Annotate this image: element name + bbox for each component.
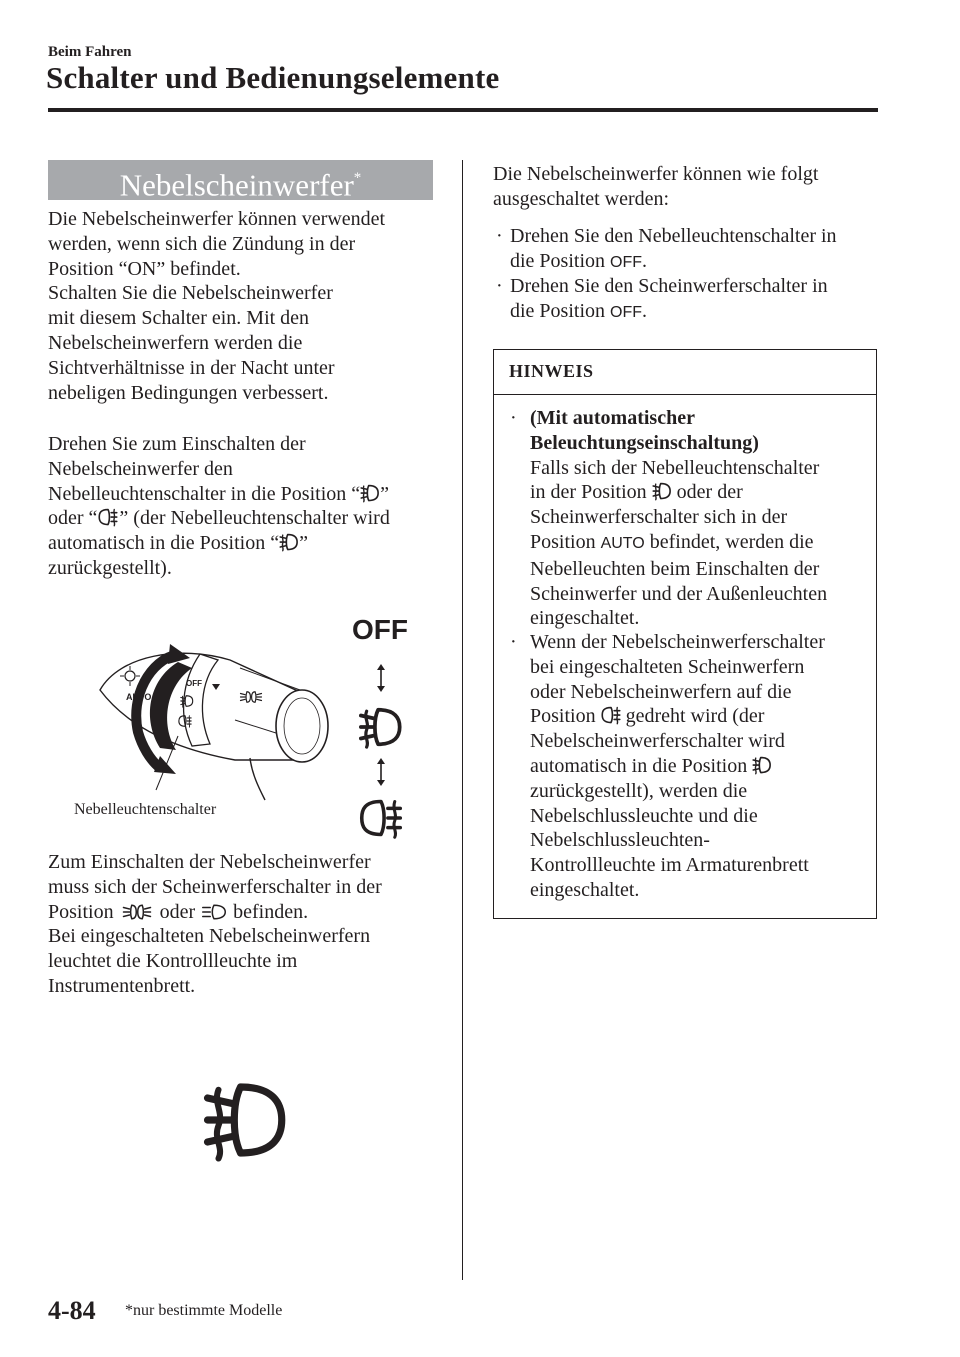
auto-position-label: AUTO: [600, 534, 645, 552]
text-line: mit diesem Schalter ein. Mit den: [48, 307, 310, 330]
rear-fog-icon: [97, 507, 119, 527]
bullet-dot: ·: [496, 275, 503, 297]
off-position-label: OFF: [610, 303, 643, 321]
text-line: die Position OFF.: [510, 299, 648, 322]
front-fog-icon: [752, 755, 772, 775]
column-divider: [462, 160, 463, 1280]
text-line: nebeligen Bedingungen verbessert.: [48, 381, 329, 404]
switch-figure: [60, 600, 440, 840]
bullet-dot: ·: [510, 407, 517, 429]
headlight-icon: [200, 903, 228, 921]
text-line: eingeschaltet.: [530, 878, 640, 901]
text-line: Beleuchtungseinschaltung): [530, 431, 759, 454]
front-fog-icon: [360, 483, 380, 503]
text-line: ausgeschaltet werden:: [493, 187, 670, 210]
text-line: Scheinwerfer und der Außenleuchten: [530, 582, 828, 605]
off-label: OFF: [352, 614, 408, 645]
text-line: Scheinwerferschalter sich in der: [530, 506, 788, 529]
banner-asterisk: *: [353, 170, 362, 186]
page-number: 4-84: [48, 1296, 96, 1325]
text-line: Nebelleuchten beim Einschalten der: [530, 557, 820, 580]
text-line: (Mit automatischer: [530, 407, 695, 429]
note-title: HINWEIS: [509, 361, 594, 381]
position-arrow-icon: [376, 758, 386, 786]
note-bullet-auto: [510, 406, 827, 631]
text-line: Nebelschlussleuchte und die: [530, 804, 758, 827]
off-position-label: OFF: [610, 253, 643, 271]
text-line: Bei eingeschalteten Nebelscheinwerfern: [48, 925, 371, 948]
text-line: oder “ ” (der Nebelleuchtenschalter wird: [48, 507, 390, 530]
text-line: automatisch in die Position “ ”: [48, 532, 308, 555]
topic-banner: [48, 160, 433, 203]
text-line: Kontrollleuchte im Armaturenbrett: [530, 854, 809, 877]
text-line: Nebelschlussleuchten-: [530, 829, 710, 852]
text-line: Zum Einschalten der Nebelscheinwerfer: [48, 851, 371, 873]
bullet-item: [496, 224, 837, 276]
text-line: Nebelscheinwerfer den: [48, 457, 233, 480]
text-line: Nebelscheinwerfern werden die: [48, 331, 303, 354]
stalk-off-label: OFF: [186, 679, 202, 688]
paragraph-usage: [48, 207, 385, 405]
bullet-item: [496, 274, 828, 326]
text-line: Position “ON” befindet.: [48, 257, 241, 280]
rear-fog-icon: [601, 705, 621, 725]
text-line: Drehen Sie zum Einschalten der: [48, 433, 306, 455]
banner-title: Nebelscheinwerfer: [119, 167, 354, 203]
text-line: Position gedreht wird (der: [530, 705, 765, 728]
text-line: Sichtverhältnisse in der Nacht unter: [48, 356, 335, 379]
switch-label: Nebelleuchtenschalter: [74, 801, 217, 818]
bullet-dot: ·: [510, 631, 517, 653]
bullet-dot: ·: [496, 225, 503, 247]
section-title: Beim Fahren: [48, 44, 132, 60]
parking-light-icon: [119, 903, 155, 921]
footnote: *nur bestimmte Modelle: [125, 1302, 283, 1319]
text-line: Drehen Sie den Scheinwerferschalter in: [510, 275, 828, 297]
fog-indicator-icon: [202, 1076, 290, 1164]
text-line: Nebelleuchtenschalter in die Position “ ”: [48, 482, 390, 505]
text-line: muss sich der Scheinwerferschalter in der: [48, 875, 382, 898]
text-line: leuchtet die Kontrollleuchte im: [48, 950, 298, 973]
note-bullet-rear-fog: [510, 630, 825, 903]
text-line: eingeschaltet.: [530, 607, 640, 630]
text-line: Die Nebelscheinwerfer können wie folgt: [493, 163, 819, 185]
text-line: Falls sich der Nebelleuchtenschalter: [530, 456, 820, 479]
front-fog-icon: [652, 481, 672, 501]
text-line: werden, wenn sich die Zündung in der: [48, 232, 356, 255]
header-rule: [48, 108, 878, 112]
text-line: in der Position oder der: [530, 481, 743, 504]
text-line: zurückgestellt).: [48, 556, 172, 579]
text-line: Position AUTO befindet, werden die: [530, 530, 814, 553]
rear-fog-icon: [356, 796, 406, 840]
text-line: Drehen Sie den Nebelleuchtenschalter in: [510, 225, 837, 247]
chapter-title: Schalter und Bedienungselemente: [46, 60, 500, 95]
text-line: Die Nebelscheinwerfer können verwendet: [48, 208, 386, 230]
note-header: [494, 350, 876, 395]
front-fog-icon: [279, 532, 299, 552]
paragraph-switch-off: [493, 162, 818, 212]
text-line: Wenn der Nebelscheinwerferschalter: [530, 631, 825, 653]
text-line: Position oder befinden.: [48, 900, 309, 923]
text-line: Schalten Sie die Nebelscheinwerfer: [48, 282, 333, 305]
paragraph-headlight-requirement: [48, 850, 382, 999]
position-arrow-icon: [376, 664, 386, 692]
text-line: oder Nebelscheinwerfern auf die: [530, 680, 792, 703]
text-line: die Position OFF.: [510, 249, 648, 272]
paragraph-switch-on: [48, 432, 390, 581]
text-line: zurückgestellt), werden die: [530, 779, 748, 802]
text-line: Instrumentenbrett.: [48, 974, 196, 997]
note-box: [493, 349, 877, 919]
stalk-auto-label: AUTO: [126, 692, 152, 702]
front-fog-icon: [358, 704, 404, 750]
text-line: bei eingeschalteten Scheinwerfern: [530, 655, 805, 678]
text-line: Nebelscheinwerferschalter wird: [530, 730, 785, 753]
text-line: automatisch in die Position: [530, 754, 825, 779]
